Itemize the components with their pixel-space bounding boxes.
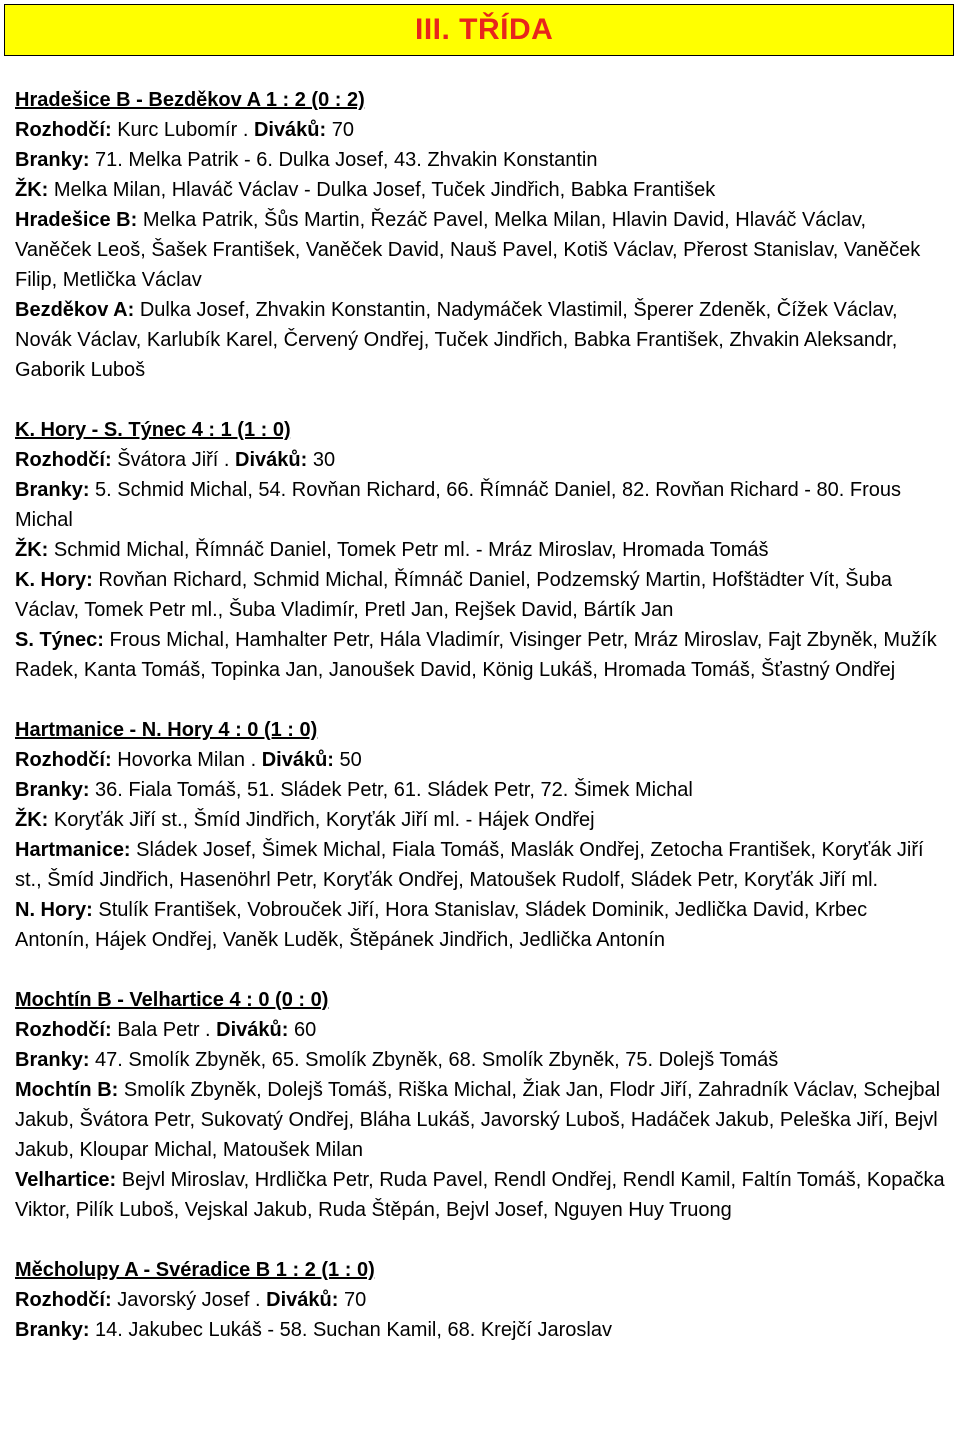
- field-label: Rozhodčí:: [15, 449, 112, 471]
- match-detail-line: [15, 535, 945, 565]
- field-label: Hradešice B:: [15, 209, 138, 231]
- field-value: Stulík František, Vobrouček Jiří, Hora Stanislav, Sládek Dominik, Jedlička David, Krbec Antonín, Hájek Ondřej, Vaněk Luděk, Štěpánek Jindřich, Jedlička Antonín: [15, 899, 868, 951]
- field-value: Schmid Michal, Římnáč Daniel, Tomek Petr ml. - Mráz Miroslav, Hromada Tomáš: [48, 539, 769, 561]
- section-title: III. TŘÍDA: [415, 13, 554, 46]
- match-reports: [15, 85, 945, 1375]
- field-value: Koryťák Jiří st., Šmíd Jindřich, Koryťák Jiří ml. - Hájek Ondřej: [48, 809, 595, 831]
- match-heading: Hradešice B - Bezděkov A 1 : 2 (0 : 2): [15, 89, 365, 111]
- field-label: ŽK:: [15, 539, 49, 561]
- field-label: Rozhodčí:: [15, 119, 112, 141]
- match-detail-line: [15, 1075, 945, 1165]
- match-detail-line: [15, 775, 945, 805]
- match-heading: Hartmanice - N. Hory 4 : 0 (1 : 0): [15, 719, 318, 741]
- match-detail-line: [15, 1165, 945, 1225]
- field-value: Švátora Jiří .: [111, 449, 236, 471]
- field-value: Dulka Josef, Zhvakin Konstantin, Nadymáček Vlastimil, Šperer Zdeněk, Čížek Václav, Novák Václav, Karlubík Karel, Červený Ondřej, Tuček Jindřich, Babka František, Zhvakin Aleksandr, Gaborik Luboš: [15, 299, 898, 381]
- field-value: Rovňan Richard, Schmid Michal, Římnáč Daniel, Podzemský Martin, Hofštädter Vít, Šuba Václav, Tomek Petr ml., Šuba Vladimír, Pretl Jan, Rejšek David, Bártík Jan: [15, 569, 893, 621]
- field-value: 36. Fiala Tomáš, 51. Sládek Petr, 61. Sládek Petr, 72. Šimek Michal: [89, 779, 693, 801]
- field-label: Diváků:: [266, 1289, 339, 1311]
- field-label: Diváků:: [216, 1019, 289, 1041]
- field-value: Bejvl Miroslav, Hrdlička Petr, Ruda Pavel, Rendl Ondřej, Rendl Kamil, Faltín Tomáš, Kopačka Viktor, Pilík Luboš, Vejskal Jakub, Ruda Štěpán, Bejvl Josef, Nguyen Huy Truong: [15, 1169, 945, 1221]
- field-label: Mochtín B:: [15, 1079, 119, 1101]
- field-label: Branky:: [15, 149, 90, 171]
- match-heading: Mochtín B - Velhartice 4 : 0 (0 : 0): [15, 989, 329, 1011]
- field-label: ŽK:: [15, 179, 49, 201]
- match-report: [15, 85, 945, 385]
- match-report: [15, 1255, 945, 1345]
- match-detail-line: [15, 295, 945, 385]
- match-report: [15, 715, 945, 955]
- field-label: Diváků:: [261, 749, 334, 771]
- match-heading: K. Hory - S. Týnec 4 : 1 (1 : 0): [15, 419, 291, 441]
- match-detail-line: [15, 445, 945, 475]
- field-value: Smolík Zbyněk, Dolejš Tomáš, Riška Michal, Žiak Jan, Flodr Jiří, Zahradník Václav, Schejbal Jakub, Švátora Petr, Sukovatý Ondřej, Bláha Lukáš, Javorský Luboš, Hadáček Jakub, Peleška Jiří, Bejvl Jakub, Kloupar Michal, Matoušek Milan: [15, 1079, 941, 1161]
- field-value: Sládek Josef, Šimek Michal, Fiala Tomáš, Maslák Ondřej, Zetocha František, Koryťák Jiří st., Šmíd Jindřich, Hasenöhrl Petr, Koryťák Ondřej, Matoušek Rudolf, Sládek Petr, Koryťák Jiří ml.: [15, 839, 924, 891]
- field-label: K. Hory:: [15, 569, 93, 591]
- match-report: [15, 415, 945, 685]
- field-value: 5. Schmid Michal, 54. Rovňan Richard, 66. Římnáč Daniel, 82. Rovňan Richard - 80. Frous Michal: [15, 479, 901, 531]
- field-value: Melka Patrik, Šůs Martin, Řezáč Pavel, Melka Milan, Hlavin David, Hlaváč Václav, Vaněček Leoš, Šašek František, Vaněček David, Nauš Pavel, Kotiš Václav, Přerost Stanislav, Vaněček Filip, Metlička Václav: [15, 209, 921, 291]
- match-detail-line: [15, 625, 945, 685]
- field-label: Branky:: [15, 1319, 90, 1341]
- field-label: Rozhodčí:: [15, 1289, 112, 1311]
- match-detail-line: [15, 1285, 945, 1315]
- match-detail-line: [15, 1015, 945, 1045]
- field-value: Melka Milan, Hlaváč Václav - Dulka Josef, Tuček Jindřich, Babka František: [48, 179, 716, 201]
- field-label: N. Hory:: [15, 899, 93, 921]
- field-value: Javorský Josef .: [111, 1289, 267, 1311]
- field-value: 14. Jakubec Lukáš - 58. Suchan Kamil, 68. Krejčí Jaroslav: [89, 1319, 612, 1341]
- match-report: [15, 985, 945, 1225]
- field-label: ŽK:: [15, 809, 49, 831]
- field-value: 71. Melka Patrik - 6. Dulka Josef, 43. Zhvakin Konstantin: [89, 149, 598, 171]
- match-detail-line: [15, 565, 945, 625]
- field-label: S. Týnec:: [15, 629, 104, 651]
- field-label: Branky:: [15, 779, 90, 801]
- match-detail-line: [15, 835, 945, 895]
- match-detail-line: [15, 205, 945, 295]
- field-value: 50: [333, 749, 362, 771]
- field-value: 47. Smolík Zbyněk, 65. Smolík Zbyněk, 68. Smolík Zbyněk, 75. Dolejš Tomáš: [89, 1049, 779, 1071]
- field-label: Branky:: [15, 479, 90, 501]
- field-label: Velhartice:: [15, 1169, 117, 1191]
- field-value: Frous Michal, Hamhalter Petr, Hála Vladimír, Visinger Petr, Mráz Miroslav, Fajt Zbyněk, Mužík Radek, Kanta Tomáš, Topinka Jan, Janoušek David, König Lukáš, Hromada Tomáš, Šťastný Ondřej: [15, 629, 937, 681]
- match-detail-line: [15, 175, 945, 205]
- field-value: 30: [307, 449, 336, 471]
- field-label: Bezděkov A:: [15, 299, 135, 321]
- field-value: Kurc Lubomír .: [111, 119, 254, 141]
- field-value: 70: [338, 1289, 367, 1311]
- match-heading: Měcholupy A - Svéradice B 1 : 2 (1 : 0): [15, 1259, 375, 1281]
- match-detail-line: [15, 895, 945, 955]
- match-detail-line: [15, 1045, 945, 1075]
- field-label: Hartmanice:: [15, 839, 131, 861]
- match-detail-line: [15, 115, 945, 145]
- field-value: Bala Petr .: [111, 1019, 217, 1041]
- field-value: 70: [326, 119, 354, 141]
- section-banner: [4, 4, 954, 56]
- field-label: Rozhodčí:: [15, 749, 112, 771]
- field-value: Hovorka Milan .: [111, 749, 262, 771]
- match-detail-line: [15, 475, 945, 535]
- field-label: Diváků:: [235, 449, 308, 471]
- field-value: 60: [288, 1019, 317, 1041]
- match-detail-line: [15, 1315, 945, 1345]
- match-detail-line: [15, 805, 945, 835]
- field-label: Diváků:: [253, 119, 327, 141]
- match-detail-line: [15, 145, 945, 175]
- match-detail-line: [15, 745, 945, 775]
- field-label: Rozhodčí:: [15, 1019, 112, 1041]
- field-label: Branky:: [15, 1049, 90, 1071]
